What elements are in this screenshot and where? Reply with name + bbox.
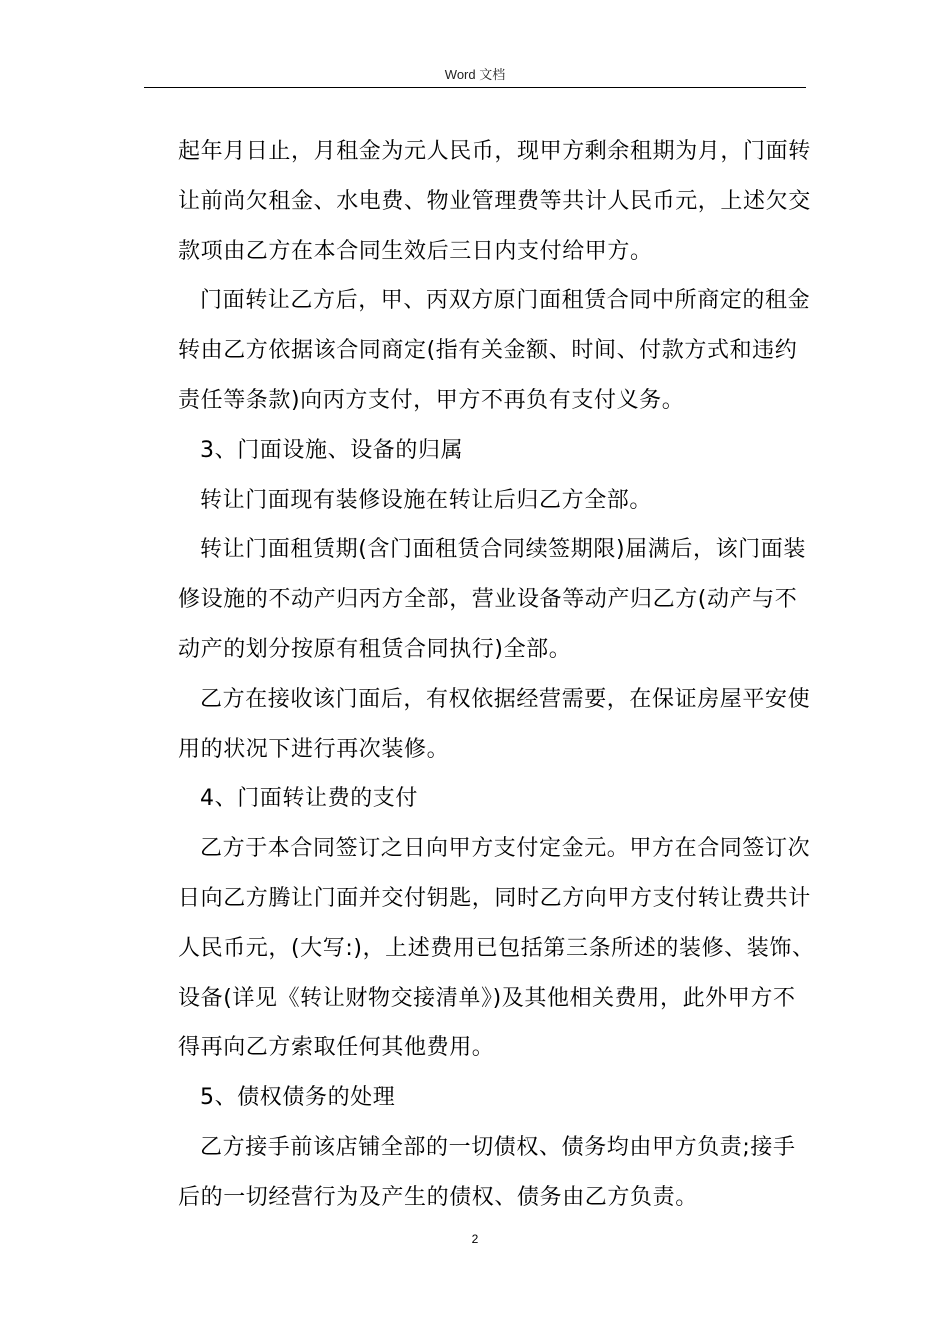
paragraph-renovation-right: 乙方在接收该门面后，有权依据经营需要，在保证房屋平安使用的状况下进行再次装修。 [178,686,811,762]
paragraph-lease-expiry: 转让门面租赁期(含门面租赁合同续签期限)届满后，该门面装修设施的不动产归丙方全部，营业设备等动产归乙方(动产与不动产的划分按原有租赁合同执行)全部。 [178,537,806,662]
paragraph-facilities-ownership: 转让门面现有装修设施在转让后归乙方全部。 [200,487,653,513]
document-body [178,127,818,1223]
header-divider [144,87,806,88]
paragraph-rent-transfer: 门面转让乙方后，甲、丙双方原门面租赁合同中所商定的租金转由乙方依据该合同商定(指有关金额、时间、付款方式和违约责任等条款)向丙方支付，甲方不再负有支付义务。 [178,288,811,413]
paragraph-payment-terms: 乙方于本合同签订之日向甲方支付定金元。甲方在合同签订次日向乙方腾让门面并交付钥匙，同时乙方向甲方支付转让费共计人民币元，(大写:)，上述费用已包括第三条所述的装修、装饰、设备(详见《转让财物交接清单》)及其他相关费用，此外甲方不得再向乙方索取任何其他费用。 [178,836,815,1061]
section-heading-transfer-fee: 4、门面转让费的支付 [200,786,418,812]
section-heading-debts: 5、债权债务的处理 [200,1085,396,1111]
page-header: Word 文档 [444,67,506,82]
paragraph-debt-handling: 乙方接手前该店铺全部的一切债权、债务均由甲方负责;接手后的一切经营行为及产生的债权、债务由乙方负责。 [178,1134,796,1210]
page-number: 2 [471,1232,479,1246]
paragraph-rent-terms: 起年月日止，月租金为元人民币，现甲方剩余租期为月，门面转让前尚欠租金、水电费、物业管理费等共计人民币元，上述欠交款项由乙方在本合同生效后三日内支付给甲方。 [178,139,811,264]
section-heading-facilities: 3、门面设施、设备的归属 [200,437,464,463]
